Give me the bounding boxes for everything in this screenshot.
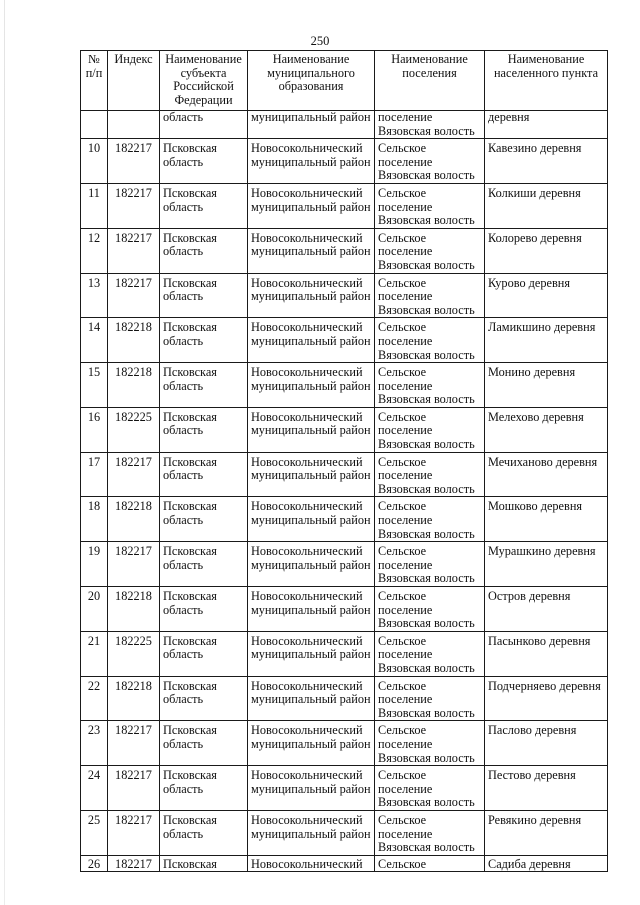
- cell-municipality: Новосокольнический муниципальный район: [248, 766, 375, 811]
- cell-municipality: Новосокольнический муниципальный район: [248, 676, 375, 721]
- table-row: [81, 631, 608, 676]
- table-row-partial: [81, 855, 608, 872]
- cell-index: 182217: [108, 855, 160, 872]
- cell-index: 182218: [108, 676, 160, 721]
- cell-settlement: Сельское поселение Вязовская волость: [375, 318, 485, 363]
- cell-num: 15: [81, 363, 108, 408]
- header-locality: Наименование населенного пункта: [485, 51, 608, 111]
- table-row: [81, 183, 608, 228]
- cell-settlement: Сельское поселение Вязовская волость: [375, 139, 485, 184]
- cell-num: 13: [81, 273, 108, 318]
- table-row: [81, 542, 608, 587]
- cell-municipality: Новосокольнический муниципальный район: [248, 631, 375, 676]
- cell-locality: Паслово деревня: [485, 721, 608, 766]
- cell-index: 182218: [108, 318, 160, 363]
- cell-num: 26: [81, 855, 108, 872]
- cell-settlement: Сельское: [375, 855, 485, 872]
- cell-num: 22: [81, 676, 108, 721]
- header-municipality: Наименование муниципального образования: [248, 51, 375, 111]
- cell-subject: Псковская область: [160, 363, 248, 408]
- cell-subject: Псковская область: [160, 721, 248, 766]
- cell-subject: Псковская область: [160, 631, 248, 676]
- cell-settlement: Сельское поселение Вязовская волость: [375, 452, 485, 497]
- cell-num: 18: [81, 497, 108, 542]
- table-header-row: [81, 51, 608, 111]
- cell-locality: Пасынково деревня: [485, 631, 608, 676]
- cell-locality: Ламикшино деревня: [485, 318, 608, 363]
- cell-index: 182218: [108, 497, 160, 542]
- cell-municipality: Новосокольнический муниципальный район: [248, 407, 375, 452]
- cell-locality: Подчерняево деревня: [485, 676, 608, 721]
- cell-subject: Псковская область: [160, 497, 248, 542]
- cell-index: 182218: [108, 363, 160, 408]
- scan-edge: [4, 0, 5, 905]
- cell-municipality: Новосокольнический муниципальный район: [248, 497, 375, 542]
- table-row: [81, 497, 608, 542]
- table-row: [81, 407, 608, 452]
- page-number: 250: [310, 34, 330, 48]
- cell-num: 25: [81, 810, 108, 855]
- cell-subject: Псковская область: [160, 318, 248, 363]
- table-row: [81, 273, 608, 318]
- cell-settlement: Сельское поселение Вязовская волость: [375, 273, 485, 318]
- cell-locality: Мелехово деревня: [485, 407, 608, 452]
- settlements-table: [80, 50, 608, 872]
- cell-index: 182217: [108, 273, 160, 318]
- table-row: [81, 139, 608, 184]
- cell-index: 182225: [108, 631, 160, 676]
- cell-subject: Псковская область: [160, 228, 248, 273]
- cell-num: 23: [81, 721, 108, 766]
- cell-index: 182217: [108, 228, 160, 273]
- cell-municipality: Новосокольнический муниципальный район: [248, 273, 375, 318]
- cell-num: 16: [81, 407, 108, 452]
- cell-subject: Псковская область: [160, 810, 248, 855]
- table-row: [81, 810, 608, 855]
- cell-index: 182225: [108, 407, 160, 452]
- cell-settlement: Сельское поселение Вязовская волость: [375, 721, 485, 766]
- cell-settlement: Сельское поселение Вязовская волость: [375, 631, 485, 676]
- table-row: [81, 766, 608, 811]
- cell-subject: Псковская область: [160, 183, 248, 228]
- cell-subject: Псковская область: [160, 542, 248, 587]
- header-subject: Наименование субъекта Российской Федерации: [160, 51, 248, 111]
- cell-locality: Мурашкино деревня: [485, 542, 608, 587]
- cell-locality: Ревякино деревня: [485, 810, 608, 855]
- cell-index: 182217: [108, 721, 160, 766]
- cell-index: 182217: [108, 183, 160, 228]
- cell-locality: Пестово деревня: [485, 766, 608, 811]
- cell-locality: Курово деревня: [485, 273, 608, 318]
- cell-municipality: Новосокольнический муниципальный район: [248, 542, 375, 587]
- cell-municipality: Новосокольнический муниципальный район: [248, 363, 375, 408]
- header-num: № п/п: [81, 51, 108, 111]
- cell-subject: Псковская область: [160, 676, 248, 721]
- cell-municipality: Новосокольнический муниципальный район: [248, 318, 375, 363]
- cell-subject: Псковская область: [160, 139, 248, 184]
- cell-municipality: Новосокольнический муниципальный район: [248, 810, 375, 855]
- cell-settlement: Сельское поселение Вязовская волость: [375, 363, 485, 408]
- cell-locality: деревня: [485, 111, 608, 139]
- cell-municipality: Новосокольнический: [248, 855, 375, 872]
- table-row: [81, 452, 608, 497]
- cell-num: 21: [81, 631, 108, 676]
- cell-num: 17: [81, 452, 108, 497]
- cell-municipality: Новосокольнический муниципальный район: [248, 587, 375, 632]
- cell-subject: Псковская область: [160, 587, 248, 632]
- cell-settlement: Сельское поселение Вязовская волость: [375, 810, 485, 855]
- cell-index: 182217: [108, 810, 160, 855]
- cell-locality: Колкиши деревня: [485, 183, 608, 228]
- cell-settlement: Сельское поселение Вязовская волость: [375, 542, 485, 587]
- cell-num: 14: [81, 318, 108, 363]
- cell-settlement: Сельское поселение Вязовская волость: [375, 676, 485, 721]
- table-row: [81, 318, 608, 363]
- cell-municipality: муниципальный район: [248, 111, 375, 139]
- cell-index: 182217: [108, 139, 160, 184]
- cell-num: 10: [81, 139, 108, 184]
- cell-num: [81, 111, 108, 139]
- cell-locality: Садиба деревня: [485, 855, 608, 872]
- table-row: [81, 363, 608, 408]
- cell-settlement: Сельское поселение Вязовская волость: [375, 587, 485, 632]
- cell-locality: Остров деревня: [485, 587, 608, 632]
- cell-subject: Псковская область: [160, 766, 248, 811]
- cell-num: 20: [81, 587, 108, 632]
- cell-subject: Псковская: [160, 855, 248, 872]
- cell-locality: Кавезино деревня: [485, 139, 608, 184]
- table-row: [81, 587, 608, 632]
- cell-locality: Мечиханово деревня: [485, 452, 608, 497]
- cell-num: 24: [81, 766, 108, 811]
- cell-municipality: Новосокольнический муниципальный район: [248, 228, 375, 273]
- cell-settlement: Сельское поселение Вязовская волость: [375, 407, 485, 452]
- cell-locality: Мошково деревня: [485, 497, 608, 542]
- cell-municipality: Новосокольнический муниципальный район: [248, 452, 375, 497]
- cell-num: 12: [81, 228, 108, 273]
- cell-municipality: Новосокольнический муниципальный район: [248, 183, 375, 228]
- cell-subject: Псковская область: [160, 407, 248, 452]
- cell-locality: Колорево деревня: [485, 228, 608, 273]
- continuation-row: [81, 111, 608, 139]
- table-row: [81, 676, 608, 721]
- cell-settlement: поселение Вязовская волость: [375, 111, 485, 139]
- table-row: [81, 228, 608, 273]
- cell-settlement: Сельское поселение Вязовская волость: [375, 497, 485, 542]
- cell-settlement: Сельское поселение Вязовская волость: [375, 183, 485, 228]
- cell-index: [108, 111, 160, 139]
- cell-num: 11: [81, 183, 108, 228]
- cell-subject: область: [160, 111, 248, 139]
- cell-settlement: Сельское поселение Вязовская волость: [375, 766, 485, 811]
- cell-num: 19: [81, 542, 108, 587]
- cell-subject: Псковская область: [160, 273, 248, 318]
- cell-municipality: Новосокольнический муниципальный район: [248, 721, 375, 766]
- cell-locality: Монино деревня: [485, 363, 608, 408]
- cell-municipality: Новосокольнический муниципальный район: [248, 139, 375, 184]
- cell-subject: Псковская область: [160, 452, 248, 497]
- cell-index: 182217: [108, 542, 160, 587]
- table-row: [81, 721, 608, 766]
- header-settlement: Наименование поселения: [375, 51, 485, 111]
- cell-index: 182217: [108, 766, 160, 811]
- cell-settlement: Сельское поселение Вязовская волость: [375, 228, 485, 273]
- header-index: Индекс: [108, 51, 160, 111]
- cell-index: 182218: [108, 587, 160, 632]
- cell-index: 182217: [108, 452, 160, 497]
